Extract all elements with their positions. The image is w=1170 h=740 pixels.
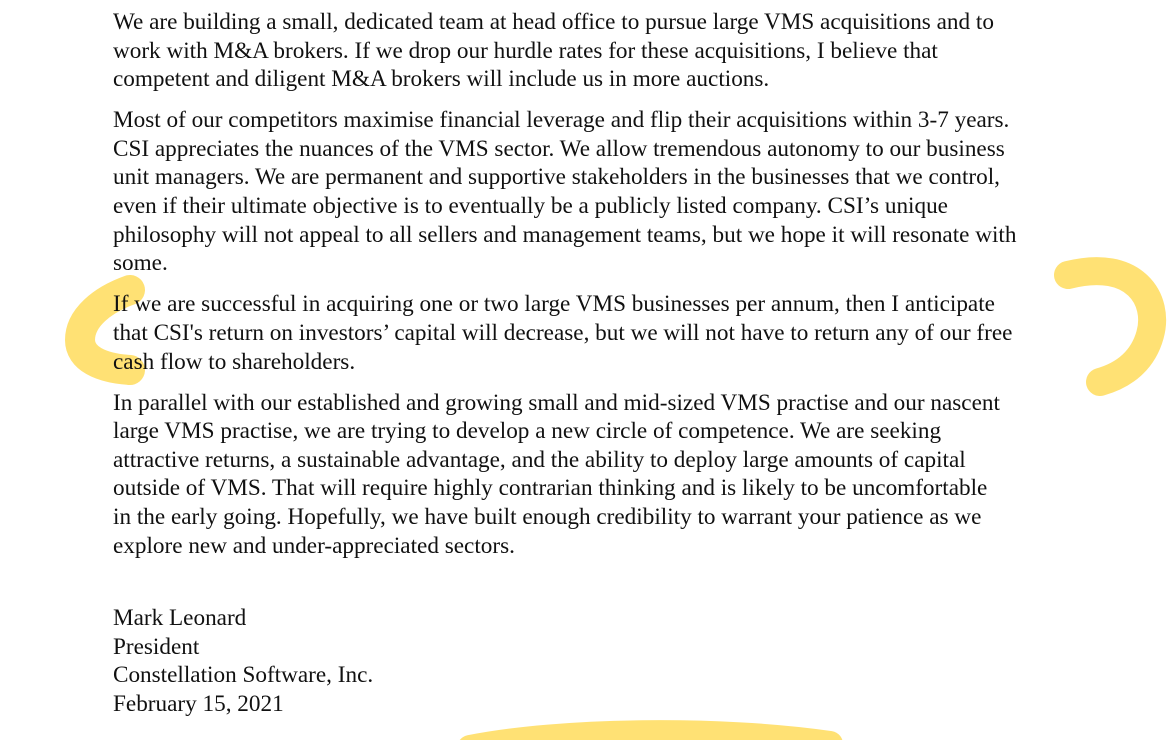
letter-date: February 15, 2021 <box>113 690 284 717</box>
text-line: Most of our competitors maximise financial leverage and flip their acquisitions within 3-7 years. <box>113 107 1010 134</box>
text-line: explore new and under-appreciated sectors. <box>113 532 515 559</box>
signature-block <box>113 604 1098 718</box>
text-line: work with M&A brokers. If we drop our hurdle rates for these acquisitions, I believe that <box>113 37 938 64</box>
paragraph-new-circle-of-competence <box>113 389 1098 561</box>
text-line: in the early going. Hopefully, we have built enough credibility to warrant your patience as we <box>113 504 982 530</box>
text-line: competent and diligent M&A brokers will include us in more auctions. <box>113 66 770 93</box>
signatory-name: Mark Leonard <box>113 605 247 632</box>
text-line: In parallel with our established and growing small and mid-sized VMS practise and our nascent <box>113 389 1000 416</box>
paragraph-large-vms-team <box>113 8 1098 94</box>
text-line: If we are successful in acquiring one or two large VMS businesses per annum, then I anticipate <box>113 291 995 318</box>
company-name: Constellation Software, Inc. <box>113 662 374 689</box>
text-line: unit managers. We are permanent and supportive stakeholders in the businesses that we control, <box>113 164 1000 191</box>
paragraph-competitors <box>113 106 1098 278</box>
text-line: some. <box>113 250 168 277</box>
signatory-title: President <box>113 633 200 660</box>
text-line: even if their ultimate objective is to eventually be a publicly listed company. CSI’s unique <box>113 193 948 220</box>
letter-body <box>113 8 1098 719</box>
paragraph-highlighted-return-on-capital <box>113 290 1098 376</box>
text-line: large VMS practise, we are trying to develop a new circle of competence. We are seeking <box>113 418 942 445</box>
text-line: philosophy will not appeal to all sellers and management teams, but we hope it will resonate with <box>113 221 1017 248</box>
text-line: attractive returns, a sustainable advantage, and the ability to deploy large amounts of capital <box>113 446 966 473</box>
text-line: cash flow to shareholders. <box>113 348 356 375</box>
text-line: that CSI's return on investors’ capital will decrease, but we will not have to return any of our free <box>113 319 1013 346</box>
text-line: outside of VMS. That will require highly contrarian thinking and is likely to be uncomfortable <box>113 475 988 502</box>
text-line: CSI appreciates the nuances of the VMS sector. We allow tremendous autonomy to our business <box>113 135 1005 162</box>
text-line: We are building a small, dedicated team at head office to pursue large VMS acquisitions and to <box>113 9 994 35</box>
bottom-highlight <box>470 733 830 740</box>
